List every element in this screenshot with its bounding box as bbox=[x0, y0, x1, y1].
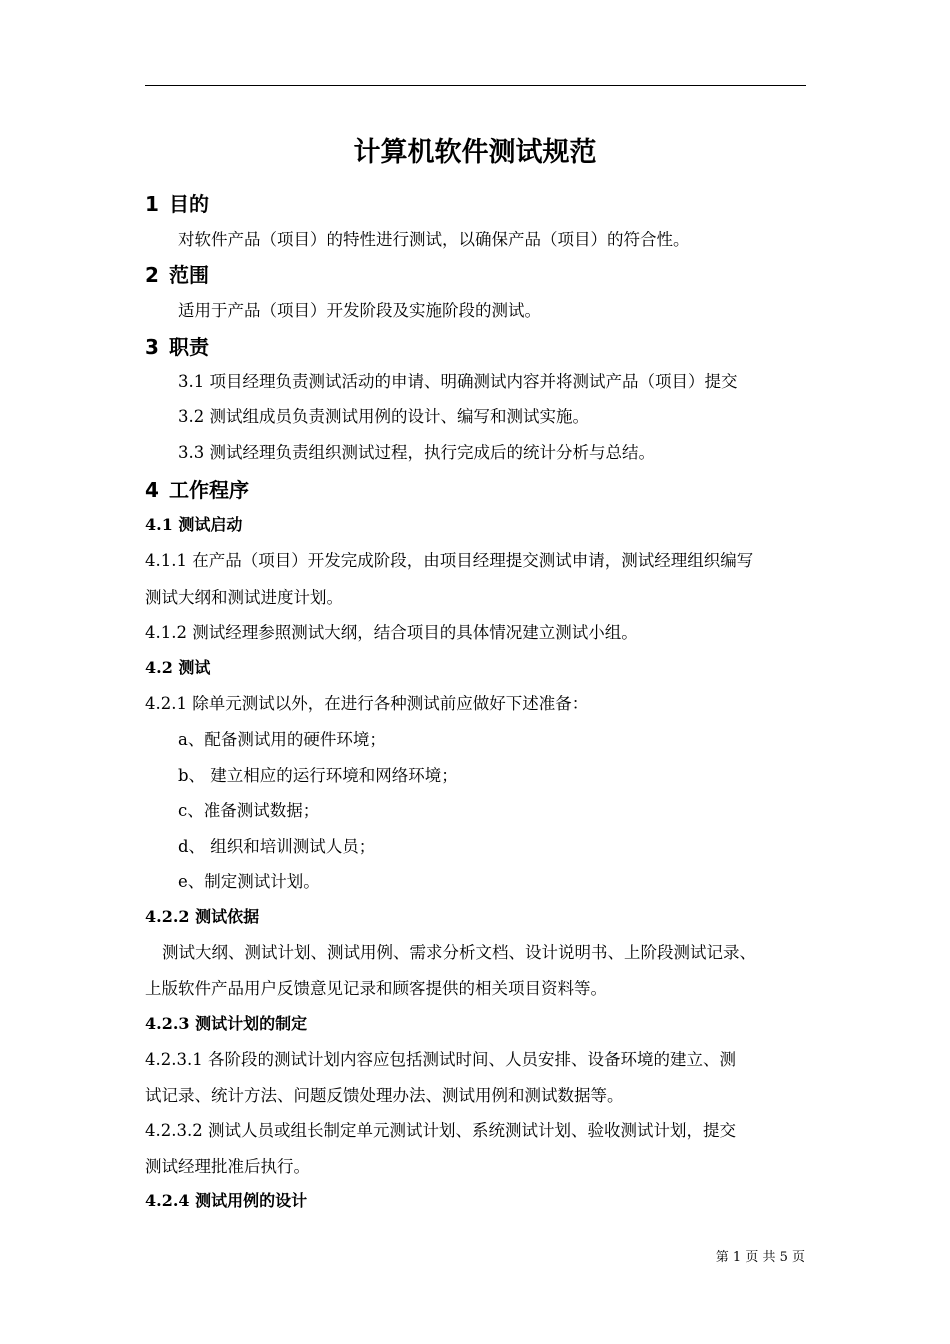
section-number: 1 bbox=[145, 192, 159, 216]
paragraph: 测试大纲和测试进度计划。 bbox=[145, 588, 343, 607]
paragraph: 4.1.1 在产品（项目）开发完成阶段，由项目经理提交测试申请，测试经理组织编写 bbox=[145, 551, 754, 570]
paragraph: 4.2.3.1 各阶段的测试计划内容应包括测试时间、人员安排、设备环境的建立、测 bbox=[145, 1050, 736, 1069]
section-number: 4 bbox=[145, 478, 159, 502]
section-heading-scope bbox=[145, 259, 209, 288]
document-title: 计算机软件测试规范 bbox=[353, 137, 597, 168]
paragraph: 测试大纲、测试计划、测试用例、需求分析文档、设计说明书、上阶段测试记录、 bbox=[162, 943, 756, 962]
header-rule bbox=[145, 85, 806, 86]
subheading-4-2-4: 4.2.4 测试用例的设计 bbox=[145, 1191, 308, 1210]
subheading-4-2-3: 4.2.3 测试计划的制定 bbox=[145, 1014, 308, 1033]
paragraph: 4.1.2 测试经理参照测试大纲，结合项目的具体情况建立测试小组。 bbox=[145, 623, 638, 642]
section-title: 目的 bbox=[169, 192, 209, 216]
section-heading-procedure bbox=[145, 474, 249, 503]
responsibility-item: 3.2 测试组成员负责测试用例的设计、编写和测试实施。 bbox=[178, 407, 589, 426]
scope-text: 适用于产品（项目）开发阶段及实施阶段的测试。 bbox=[178, 301, 541, 320]
list-item: b、 建立相应的运行环境和网络环境； bbox=[178, 766, 458, 785]
section-number: 2 bbox=[145, 263, 159, 287]
list-item: e、制定测试计划。 bbox=[178, 872, 320, 891]
paragraph: 4.2.3.2 测试人员或组长制定单元测试计划、系统测试计划、验收测试计划，提交 bbox=[145, 1121, 736, 1140]
subheading-4-2: 4.2 测试 bbox=[145, 658, 211, 677]
purpose-text: 对软件产品（项目）的特性进行测试，以确保产品（项目）的符合性。 bbox=[178, 230, 690, 249]
list-item: d、 组织和培训测试人员； bbox=[178, 837, 376, 856]
responsibility-item: 3.3 测试经理负责组织测试过程，执行完成后的统计分析与总结。 bbox=[178, 443, 655, 462]
list-item: a、配备测试用的硬件环境； bbox=[178, 730, 386, 749]
section-title: 职责 bbox=[169, 335, 209, 359]
paragraph: 试记录、统计方法、问题反馈处理办法、测试用例和测试数据等。 bbox=[145, 1086, 624, 1105]
subheading-4-2-2: 4.2.2 测试依据 bbox=[145, 907, 260, 926]
page-number-footer: 第 1 页 共 5 页 bbox=[715, 1250, 805, 1265]
section-heading-purpose bbox=[145, 188, 209, 217]
section-heading-responsibility bbox=[145, 331, 209, 360]
paragraph: 测试经理批准后执行。 bbox=[145, 1157, 310, 1176]
section-title: 范围 bbox=[169, 263, 209, 287]
paragraph: 4.2.1 除单元测试以外，在进行各种测试前应做好下述准备： bbox=[145, 694, 589, 713]
section-number: 3 bbox=[145, 335, 159, 359]
subheading-4-1: 4.1 测试启动 bbox=[145, 515, 243, 534]
list-item: c、准备测试数据； bbox=[178, 801, 320, 820]
paragraph: 上版软件产品用户反馈意见记录和顾客提供的相关项目资料等。 bbox=[145, 979, 607, 998]
responsibility-item: 3.1 项目经理负责测试活动的申请、明确测试内容并将测试产品（项目）提交 bbox=[178, 372, 738, 391]
section-title: 工作程序 bbox=[169, 478, 249, 502]
